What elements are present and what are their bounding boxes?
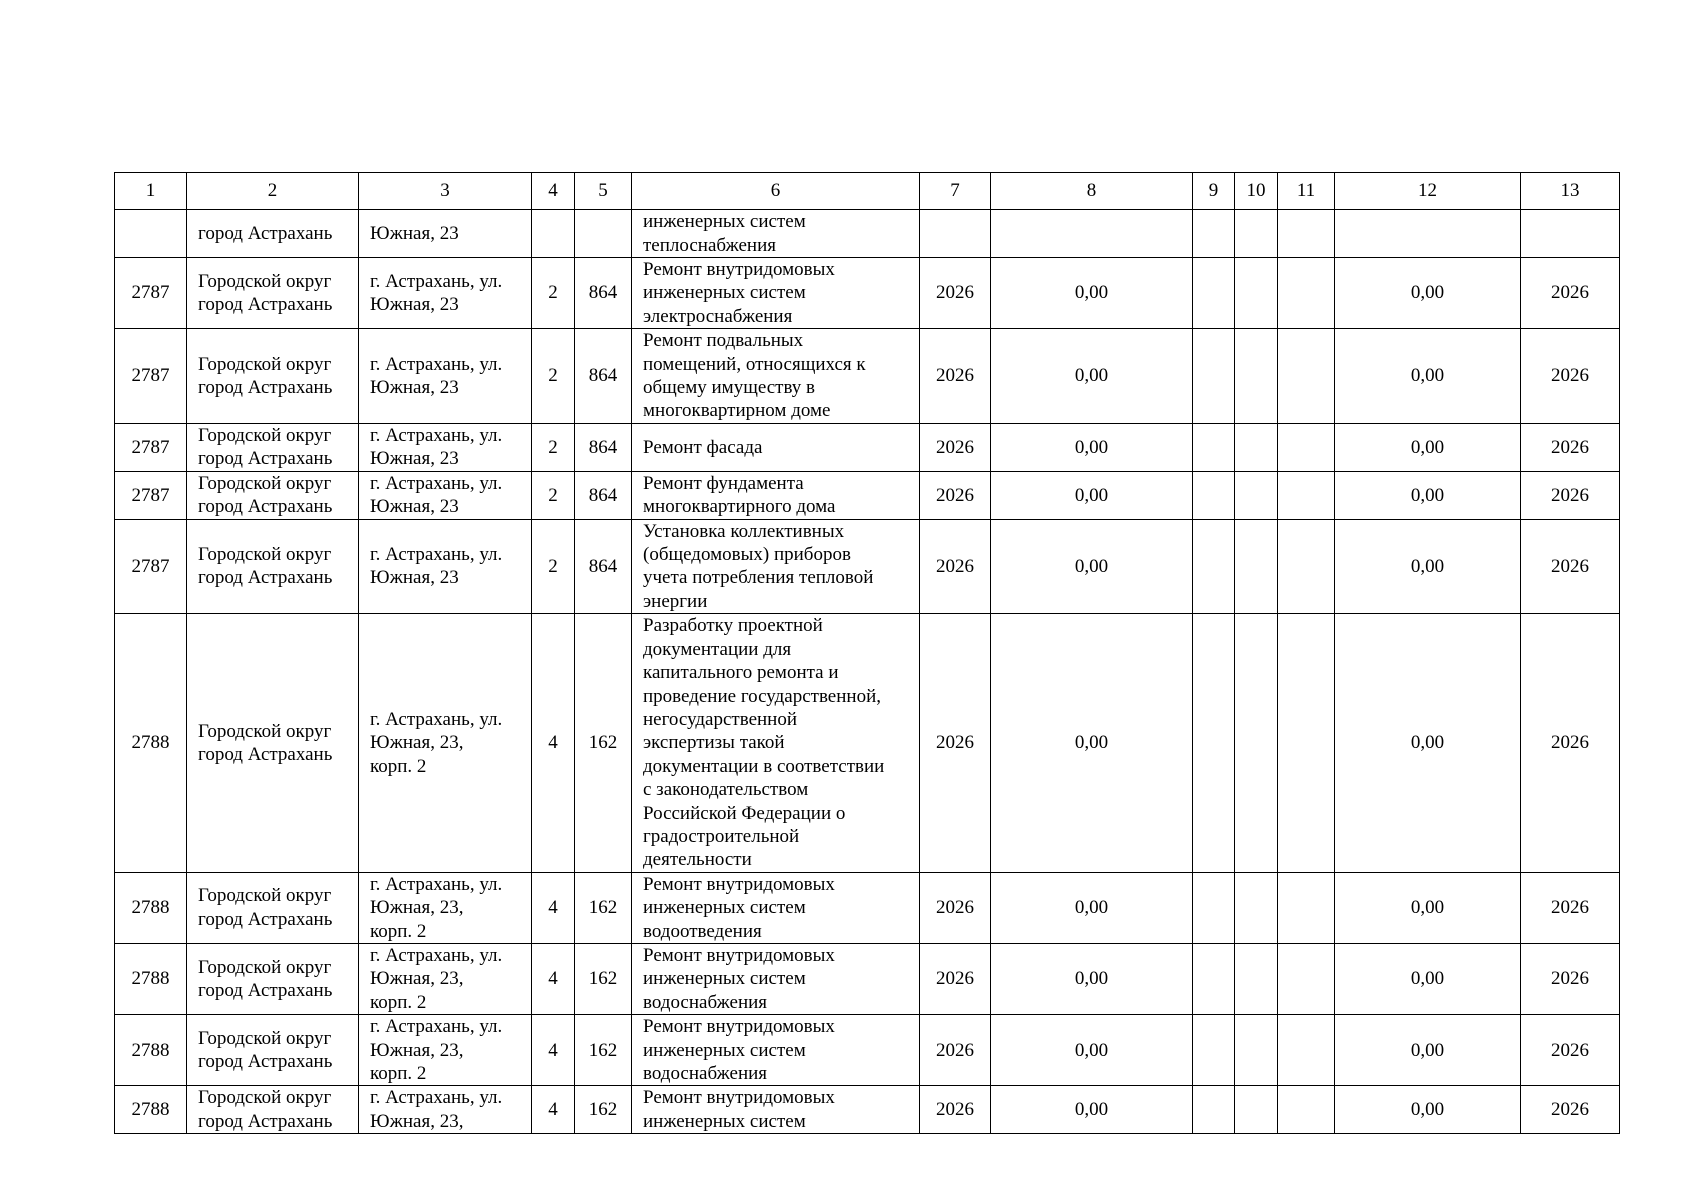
cell-municipality-line: Городской округ [198, 1087, 332, 1109]
cell-cost-2: 0,00 [1335, 872, 1521, 943]
cell-address [359, 872, 532, 943]
cell-work-type [632, 519, 920, 614]
cell-work-type-line: многоквартирном доме [643, 400, 831, 422]
cell-col-10 [1235, 258, 1278, 329]
cell-address-line: Южная, 23 [370, 496, 459, 518]
cell-address [359, 519, 532, 614]
cell-address-line: Южная, 23, [370, 1039, 464, 1061]
cell-col-5: 162 [575, 943, 632, 1014]
cell-work-type-line: энергии [643, 590, 708, 612]
cell-col-9 [1193, 423, 1235, 471]
cell-year: 2026 [920, 1015, 991, 1086]
cell-municipality-line: город Астрахань [198, 448, 333, 470]
cell-municipality-line: город Астрахань [198, 908, 333, 930]
cell-municipality-line: Городской округ [198, 720, 332, 742]
cell-address-line: г. Астрахань, ул. [370, 873, 503, 895]
cell-work-type [632, 1086, 920, 1134]
cell-municipality-line: город Астрахань [198, 377, 333, 399]
cell-year [920, 210, 991, 258]
cell-municipality-line: Городской округ [198, 353, 332, 375]
cell-cost-2: 0,00 [1335, 519, 1521, 614]
table-row [115, 872, 1620, 943]
cell-work-type [632, 423, 920, 471]
cell-municipality-line: Городской округ [198, 956, 332, 978]
cell-work-type-line: инженерных систем [643, 282, 806, 304]
cell-municipality-line: город Астрахань [198, 294, 333, 316]
table-body [115, 210, 1620, 1134]
cell-cost: 0,00 [991, 258, 1193, 329]
cell-municipality-line: город Астрахань [198, 567, 333, 589]
cell-work-type-line: Ремонт внутридомовых [643, 1087, 835, 1109]
cell-col-9 [1193, 872, 1235, 943]
cell-row-number: 2787 [115, 258, 187, 329]
cell-col-4: 2 [532, 329, 575, 424]
cell-work-type-line: деятельности [643, 849, 752, 871]
cell-cost: 0,00 [991, 471, 1193, 519]
table-row [115, 1086, 1620, 1134]
cell-work-type-line: негосударственной [643, 708, 798, 730]
cell-year-2: 2026 [1521, 943, 1620, 1014]
cell-col-11 [1278, 423, 1335, 471]
cell-municipality [187, 258, 359, 329]
cell-work-type [632, 614, 920, 872]
cell-address [359, 1015, 532, 1086]
cell-address-line: Южная, 23, [370, 1110, 464, 1132]
cell-municipality-line: город Астрахань [198, 1110, 333, 1132]
cell-work-type [632, 872, 920, 943]
cell-year-2: 2026 [1521, 872, 1620, 943]
cell-work-type-line: Ремонт внутридомовых [643, 259, 835, 280]
cell-work-type [632, 943, 920, 1014]
cell-work-type-line: проведение государственной, [643, 685, 881, 707]
cell-cost [991, 210, 1193, 258]
cell-work-type-line: инженерных систем [643, 1110, 806, 1132]
cell-col-11 [1278, 258, 1335, 329]
cell-row-number: 2788 [115, 1015, 187, 1086]
cell-work-type [632, 329, 920, 424]
cell-address-line: корп. 2 [370, 920, 427, 942]
cell-address-line: Южная, 23 [370, 448, 459, 470]
cell-col-9 [1193, 614, 1235, 872]
cell-cost-2: 0,00 [1335, 1015, 1521, 1086]
cell-year-2: 2026 [1521, 329, 1620, 424]
cell-col-10 [1235, 471, 1278, 519]
cell-address-line: г. Астрахань, ул. [370, 270, 503, 292]
cell-work-type-line: инженерных систем [643, 211, 806, 233]
cell-work-type-line: Ремонт подвальных [643, 330, 804, 352]
cell-col-11 [1278, 614, 1335, 872]
cell-address [359, 258, 532, 329]
cell-year: 2026 [920, 1086, 991, 1134]
cell-municipality-line: Городской округ [198, 885, 332, 907]
cell-cost-2: 0,00 [1335, 1086, 1521, 1134]
cell-work-type-line: водоснабжения [643, 991, 768, 1013]
cell-address-line: корп. 2 [370, 1063, 427, 1084]
cell-col-10 [1235, 1086, 1278, 1134]
cell-row-number: 2788 [115, 614, 187, 872]
cell-col-10 [1235, 943, 1278, 1014]
cell-work-type-line: инженерных систем [643, 968, 806, 990]
cell-col-4: 4 [532, 614, 575, 872]
cell-col-9 [1193, 471, 1235, 519]
cell-col-4: 4 [532, 1086, 575, 1134]
cell-address-line: г. Астрахань, ул. [370, 544, 503, 566]
cell-year: 2026 [920, 423, 991, 471]
cell-col-10 [1235, 1015, 1278, 1086]
cell-cost-2: 0,00 [1335, 614, 1521, 872]
cell-year-2: 2026 [1521, 614, 1620, 872]
cell-cost: 0,00 [991, 614, 1193, 872]
cell-col-10 [1235, 872, 1278, 943]
cell-work-type-line: общему имуществу в [643, 377, 816, 399]
cell-col-9 [1193, 258, 1235, 329]
cell-address-line: г. Астрахань, ул. [370, 708, 503, 730]
cell-municipality-line: Городской округ [198, 544, 332, 566]
cell-col-5: 162 [575, 1086, 632, 1134]
cell-work-type-line: Российской Федерации о [643, 802, 846, 824]
cell-col-4: 2 [532, 471, 575, 519]
cell-address-line: г. Астрахань, ул. [370, 353, 503, 375]
cell-work-type-line: документации в соответствии [643, 755, 885, 777]
cell-address-line: Южная, 23, [370, 968, 464, 990]
cell-row-number: 2787 [115, 519, 187, 614]
cell-col-11 [1278, 329, 1335, 424]
cell-work-type-line: Ремонт внутридомовых [643, 873, 835, 895]
cell-address-line: Южная, 23, [370, 897, 464, 919]
cell-cost-2: 0,00 [1335, 329, 1521, 424]
cell-col-4: 4 [532, 943, 575, 1014]
cell-work-type-line: электроснабжения [643, 305, 793, 327]
cell-col-9 [1193, 519, 1235, 614]
cell-col-4 [532, 210, 575, 258]
cell-cost: 0,00 [991, 1015, 1193, 1086]
cell-address [359, 943, 532, 1014]
column-header: 11 [1278, 173, 1335, 210]
cell-row-number: 2787 [115, 329, 187, 424]
column-header: 6 [632, 173, 920, 210]
cell-work-type-line: капитального ремонта и [643, 662, 839, 684]
cell-row-number: 2788 [115, 1086, 187, 1134]
cell-col-11 [1278, 210, 1335, 258]
cell-work-type-line: помещений, относящихся к [643, 353, 866, 375]
column-header: 7 [920, 173, 991, 210]
cell-row-number: 2788 [115, 872, 187, 943]
cell-work-type-line: инженерных систем [643, 1039, 806, 1061]
cell-address [359, 1086, 532, 1134]
cell-year: 2026 [920, 471, 991, 519]
cell-col-5: 864 [575, 471, 632, 519]
capital-repair-table [114, 172, 1620, 1134]
cell-col-9 [1193, 1015, 1235, 1086]
header-row [115, 173, 1620, 210]
cell-cost-2: 0,00 [1335, 258, 1521, 329]
cell-work-type-line: документации для [643, 638, 792, 660]
cell-work-type-line: экспертизы такой [643, 732, 785, 754]
cell-cost-2 [1335, 210, 1521, 258]
cell-municipality-line: город Астрахань [198, 496, 333, 518]
cell-municipality [187, 1015, 359, 1086]
column-header: 13 [1521, 173, 1620, 210]
cell-year: 2026 [920, 943, 991, 1014]
cell-col-5: 162 [575, 872, 632, 943]
cell-work-type-line: Ремонт фундамента [643, 472, 804, 494]
cell-address-line: г. Астрахань, ул. [370, 472, 503, 494]
cell-col-10 [1235, 423, 1278, 471]
column-header: 8 [991, 173, 1193, 210]
cell-work-type-line: градостроительной [643, 825, 800, 847]
cell-address-line: Южная, 23, [370, 732, 464, 754]
cell-col-9 [1193, 1086, 1235, 1134]
cell-year-2: 2026 [1521, 1086, 1620, 1134]
cell-row-number: 2788 [115, 943, 187, 1014]
cell-address-line: Южная, 23 [370, 377, 459, 399]
cell-municipality-line: Городской округ [198, 424, 332, 446]
table-row [115, 1015, 1620, 1086]
cell-col-11 [1278, 1015, 1335, 1086]
table-row [115, 519, 1620, 614]
cell-col-5: 162 [575, 614, 632, 872]
cell-col-10 [1235, 329, 1278, 424]
cell-address [359, 210, 532, 258]
cell-col-10 [1235, 519, 1278, 614]
cell-col-5: 162 [575, 1015, 632, 1086]
cell-year: 2026 [920, 872, 991, 943]
cell-cost: 0,00 [991, 1086, 1193, 1134]
cell-municipality [187, 872, 359, 943]
cell-year-2: 2026 [1521, 1015, 1620, 1086]
cell-col-5: 864 [575, 423, 632, 471]
cell-col-10 [1235, 614, 1278, 872]
cell-work-type [632, 1015, 920, 1086]
cell-municipality [187, 471, 359, 519]
cell-col-5: 864 [575, 519, 632, 614]
cell-address-line: г. Астрахань, ул. [370, 1087, 503, 1109]
cell-row-number [115, 210, 187, 258]
cell-cost: 0,00 [991, 519, 1193, 614]
table-row [115, 329, 1620, 424]
cell-col-11 [1278, 943, 1335, 1014]
cell-municipality-line: город Астрахань [198, 1051, 333, 1073]
cell-year: 2026 [920, 329, 991, 424]
cell-year-2: 2026 [1521, 471, 1620, 519]
cell-col-5: 864 [575, 329, 632, 424]
table-row [115, 258, 1620, 329]
cell-col-4: 2 [532, 423, 575, 471]
cell-municipality [187, 1086, 359, 1134]
cell-work-type-line: с законодательством [643, 779, 809, 801]
cell-municipality [187, 943, 359, 1014]
cell-municipality-line: Городской округ [198, 270, 332, 292]
cell-municipality [187, 519, 359, 614]
cell-address-line: Южная, 23 [370, 222, 459, 244]
cell-row-number: 2787 [115, 423, 187, 471]
column-header: 1 [115, 173, 187, 210]
table-row [115, 943, 1620, 1014]
cell-col-4: 4 [532, 872, 575, 943]
cell-work-type [632, 258, 920, 329]
cell-address [359, 614, 532, 872]
cell-year-2 [1521, 210, 1620, 258]
cell-cost-2: 0,00 [1335, 943, 1521, 1014]
cell-col-5: 864 [575, 258, 632, 329]
cell-work-type-line: теплоснабжения [643, 234, 776, 256]
cell-year: 2026 [920, 258, 991, 329]
cell-municipality [187, 329, 359, 424]
column-header: 4 [532, 173, 575, 210]
cell-address-line: Южная, 23 [370, 294, 459, 316]
cell-cost: 0,00 [991, 329, 1193, 424]
cell-year-2: 2026 [1521, 258, 1620, 329]
cell-col-5 [575, 210, 632, 258]
cell-work-type-line: (общедомовых) приборов [643, 544, 851, 566]
column-header: 5 [575, 173, 632, 210]
cell-work-type-line: Ремонт внутридомовых [643, 944, 835, 966]
cell-col-4: 4 [532, 1015, 575, 1086]
cell-cost: 0,00 [991, 943, 1193, 1014]
column-header: 10 [1235, 173, 1278, 210]
cell-col-11 [1278, 471, 1335, 519]
cell-address-line: г. Астрахань, ул. [370, 1016, 503, 1038]
cell-row-number: 2787 [115, 471, 187, 519]
cell-col-11 [1278, 1086, 1335, 1134]
column-header: 9 [1193, 173, 1235, 210]
cell-col-4: 2 [532, 519, 575, 614]
table-row [115, 614, 1620, 872]
cell-work-type-line: многоквартирного дома [643, 496, 836, 518]
cell-municipality [187, 614, 359, 872]
cell-municipality [187, 210, 359, 258]
cell-work-type [632, 210, 920, 258]
cell-address [359, 471, 532, 519]
cell-work-type-line: Разработку проектной [643, 615, 823, 637]
cell-cost: 0,00 [991, 423, 1193, 471]
table-row [115, 471, 1620, 519]
cell-cost: 0,00 [991, 872, 1193, 943]
cell-municipality-line: Городской округ [198, 1027, 332, 1049]
cell-cost-2: 0,00 [1335, 423, 1521, 471]
cell-address-line: г. Астрахань, ул. [370, 944, 503, 966]
cell-address-line: корп. 2 [370, 755, 427, 777]
column-header: 2 [187, 173, 359, 210]
cell-col-9 [1193, 329, 1235, 424]
cell-work-type-line: Ремонт фасада [643, 436, 763, 458]
cell-col-10 [1235, 210, 1278, 258]
cell-year-2: 2026 [1521, 423, 1620, 471]
cell-address [359, 423, 532, 471]
cell-work-type-line: Ремонт внутридомовых [643, 1016, 835, 1038]
cell-work-type [632, 471, 920, 519]
cell-municipality [187, 423, 359, 471]
table-row [115, 423, 1620, 471]
cell-address [359, 329, 532, 424]
cell-work-type-line: водоснабжения [643, 1063, 768, 1084]
cell-work-type-line: инженерных систем [643, 897, 806, 919]
cell-year: 2026 [920, 614, 991, 872]
cell-col-9 [1193, 943, 1235, 1014]
cell-col-11 [1278, 519, 1335, 614]
cell-work-type-line: водоотведения [643, 920, 762, 942]
column-header: 12 [1335, 173, 1521, 210]
cell-col-11 [1278, 872, 1335, 943]
cell-year: 2026 [920, 519, 991, 614]
cell-municipality-line: город Астрахань [198, 744, 333, 766]
cell-municipality-line: Городской округ [198, 472, 332, 494]
cell-municipality-line: город Астрахань [198, 222, 333, 244]
cell-col-4: 2 [532, 258, 575, 329]
column-header: 3 [359, 173, 532, 210]
cell-address-line: корп. 2 [370, 991, 427, 1013]
cell-address-line: г. Астрахань, ул. [370, 424, 503, 446]
cell-work-type-line: Установка коллективных [643, 520, 845, 542]
cell-col-9 [1193, 210, 1235, 258]
cell-address-line: Южная, 23 [370, 567, 459, 589]
cell-municipality-line: город Астрахань [198, 980, 333, 1002]
cell-work-type-line: учета потребления тепловой [643, 567, 874, 589]
cell-year-2: 2026 [1521, 519, 1620, 614]
table-row [115, 210, 1620, 258]
cell-cost-2: 0,00 [1335, 471, 1521, 519]
